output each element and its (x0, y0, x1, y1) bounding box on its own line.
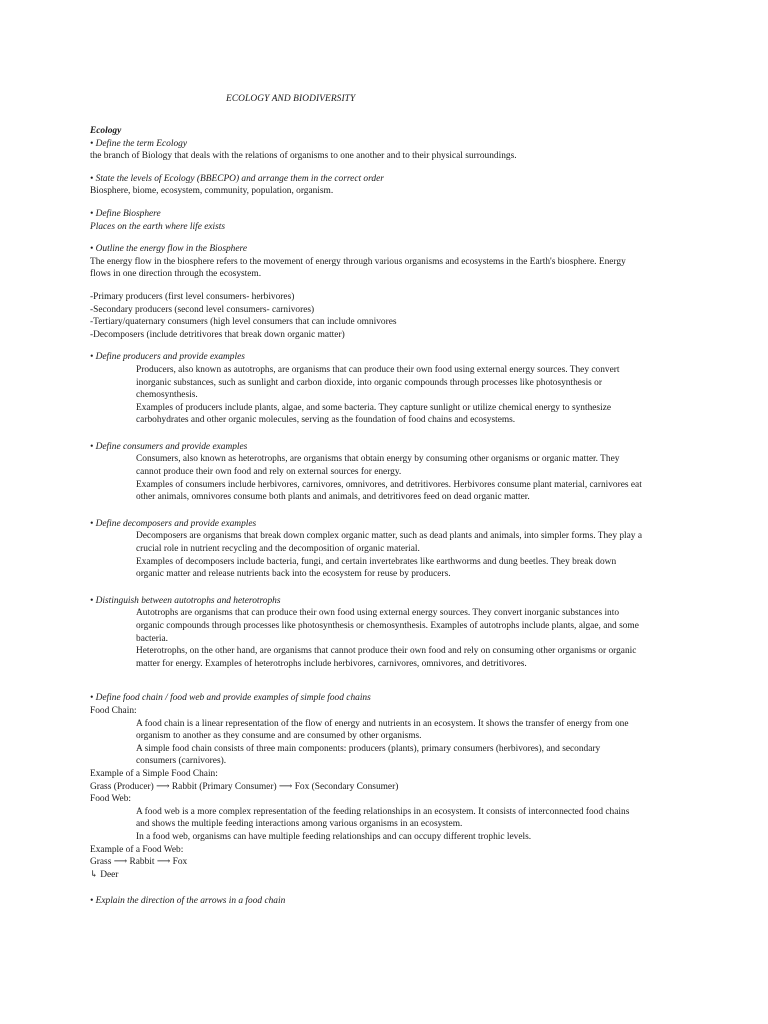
answer: Producers, also known as autotrophs, are organisms that can produce their own food using external energy sources. They convert (136, 364, 620, 375)
answer: chemosynthesis. (136, 390, 198, 401)
answer: flows in one direction through the ecosystem. (90, 269, 262, 280)
question: • Define Biosphere (90, 208, 161, 219)
example-web: Grass ⟶ Rabbit ⟶ Fox (90, 857, 188, 868)
answer: A food web is a more complex representation of the feeding relationships in an ecosystem. It consists of interconnected food chains (136, 806, 630, 817)
answer: Consumers, also known as heterotrophs, are organisms that obtain energy by consuming other organisms or organic matter. They (136, 454, 620, 465)
list-item: -Decomposers (include detritivores that break down organic matter) (90, 329, 345, 340)
answer: Heterotrophs, on the other hand, are organisms that cannot produce their own food and rely on consuming other organisms or organic (136, 646, 637, 657)
answer: consumers (carnivores). (136, 756, 227, 767)
answer: The energy flow in the biosphere refers to the movement of energy through various organisms and ecosystems in the Earth's biosphere. Energy (90, 256, 626, 267)
question: • Define the term Ecology (90, 138, 188, 149)
answer: A food chain is a linear representation of the flow of energy and nutrients in an ecosystem. It shows the transfer of energy from one (136, 718, 629, 729)
answer: organic compounds through processes like photosynthesis or chemosynthesis. Examples of autotrophs include plants, algae, and some (136, 621, 639, 631)
answer: and shows the multiple feeding interactions among various organisms in an ecosystem. (136, 819, 463, 830)
question: • Distinguish between autotrophs and heterotrophs (90, 595, 281, 606)
document-title: ECOLOGY AND BIODIVERSITY (226, 94, 356, 104)
answer: In a food web, organisms can have multiple feeding relationships and can occupy different trophic levels. (136, 831, 532, 842)
question: • Outline the energy flow in the Biosphere (90, 244, 247, 255)
answer: cannot produce their own food and rely on external sources for energy. (136, 467, 402, 478)
section-heading: Ecology (90, 126, 122, 136)
question: • Define food chain / food web and provide examples of simple food chains (90, 693, 371, 704)
list-item: -Secondary producers (second level consumers- carnivores) (90, 304, 315, 315)
list-item: -Tertiary/quaternary consumers (high level consumers that can include omnivores (90, 317, 397, 328)
food-chain-label: Food Chain: (90, 705, 137, 716)
question: • State the levels of Ecology (BBECPO) and arrange them in the correct order (90, 173, 384, 184)
example-chain: Grass (Producer) ⟶ Rabbit (Primary Consumer) ⟶ Fox (Secondary Consumer) (90, 781, 399, 792)
answer: carbohydrates and other organic molecules, serving as the foundation of food chains and ecosystems. (136, 415, 516, 426)
answer: Decomposers are organisms that break down complex organic matter, such as dead plants and animals, into simpler forms. They play a (136, 531, 643, 542)
example-label: Example of a Food Web: (90, 844, 184, 855)
answer: Places on the earth where life exists (90, 221, 226, 232)
document-body (90, 125, 690, 908)
answer: Examples of producers include plants, algae, and some bacteria. They capture sunlight or utilize chemical energy to synthesize (136, 402, 612, 413)
answer: Biosphere, biome, ecosystem, community, population, organism. (90, 186, 334, 197)
answer: bacteria. (136, 633, 169, 644)
question: • Define decomposers and provide examples (90, 518, 257, 529)
question: • Explain the direction of the arrows in a food chain (90, 896, 286, 907)
answer: crucial role in nutrient recycling and the decomposition of organic material. (136, 544, 420, 555)
example-web-branch: ↳ Deer (90, 869, 119, 880)
list-item: -Primary producers (first level consumers- herbivores) (90, 291, 295, 302)
answer: organism to another as they consume and are consumed by other organisms. (136, 731, 422, 742)
answer: Autotrophs are organisms that can produce their own food using external energy sources. They convert inorganic substances into (136, 608, 620, 619)
answer: inorganic substances, such as sunlight and carbon dioxide, into organic compounds through processes like photosynthesis or (136, 377, 602, 388)
answer: other animals, omnivores consume both plants and animals, and detritivores feed on dead organic matter. (136, 492, 530, 503)
answer: the branch of Biology that deals with the relations of organisms to one another and to their physical surroundings. (90, 151, 517, 162)
question: • Define producers and provide examples (90, 352, 245, 363)
answer: Examples of consumers include herbivores, carnivores, omnivores, and detritivores. Herbivores consume plant material, carnivores eat (136, 479, 642, 490)
answer: organic matter and release nutrients back into the ecosystem for reuse by producers. (136, 569, 451, 580)
example-label: Example of a Simple Food Chain: (90, 768, 218, 779)
answer: matter for energy. Examples of heterotrophs include herbivores, carnivores, omnivores, and detritivores. (136, 658, 527, 669)
food-web-label: Food Web: (90, 794, 132, 805)
answer: A simple food chain consists of three main components: producers (plants), primary consumers (herbivores), and secondary (136, 743, 601, 754)
question: • Define consumers and provide examples (90, 441, 248, 452)
answer: Examples of decomposers include bacteria, fungi, and certain invertebrates like earthworms and dung beetles. They break down (136, 556, 617, 567)
